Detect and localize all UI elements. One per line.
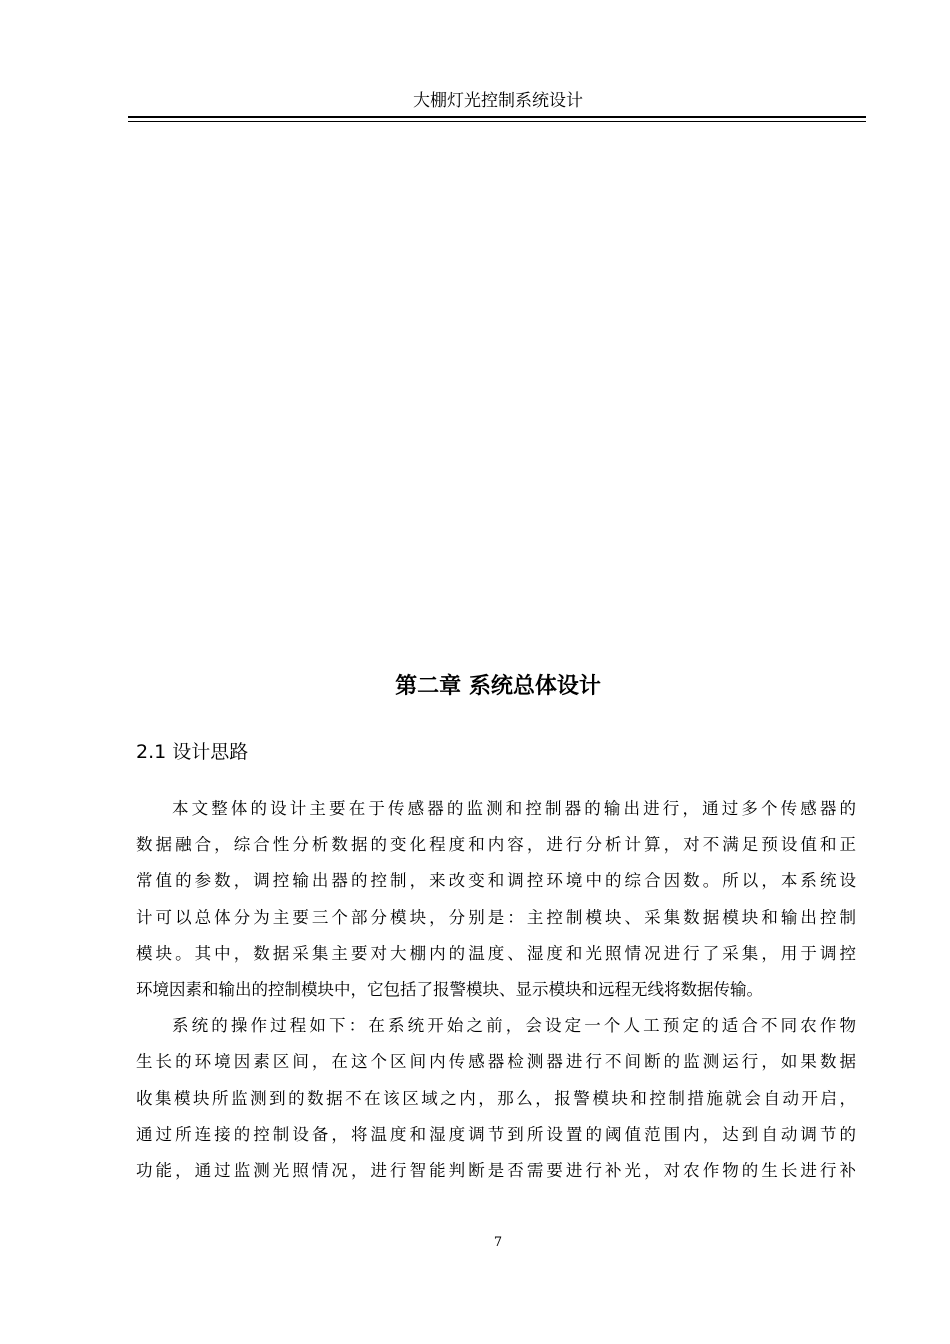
page-number: 7 (493, 1235, 503, 1250)
paragraph-1-line-5: 模块。其中，数据采集主要对大棚内的温度、湿度和光照情况进行了采集，用于调控 (136, 943, 856, 963)
paragraph-1-line-6: 环境因素和输出的控制模块中，它包括了报警模块、显示模块和远程无线将数据传输。 (136, 980, 763, 1000)
paragraph-2-line-2: 生长的环境因素区间，在这个区间内传感器检测器进行不间断的监测运行，如果数据 (136, 1052, 856, 1072)
header-rule-thick (128, 116, 866, 118)
paragraph-1-line-3: 常值的参数，调控输出器的控制，来改变和调控环境中的综合因数。所以，本系统设 (136, 871, 856, 891)
header-rule-thin (128, 121, 866, 122)
paragraph-1-line-2: 数据融合，综合性分析数据的变化程度和内容，进行分析计算，对不满足预设值和正 (136, 835, 856, 855)
paragraph-2-line-4: 通过所连接的控制设备，将温度和湿度调节到所设置的阈值范围内，达到自动调节的 (136, 1124, 856, 1144)
paragraph-1-line-4: 计可以总体分为主要三个部分模块，分别是：主控制模块、采集数据模块和输出控制 (136, 907, 856, 927)
paragraph-1-line-1: 本文整体的设计主要在于传感器的监测和控制器的输出进行，通过多个传感器的 (172, 799, 856, 818)
chapter-title: 第二章 系统总体设计 (395, 674, 601, 699)
paragraph-2-line-1: 系统的操作过程如下：在系统开始之前，会设定一个人工预定的适合不同农作物 (172, 1016, 856, 1036)
section-title: 2.1 设计思路 (136, 741, 249, 763)
paragraph-2-line-5: 功能，通过监测光照情况，进行智能判断是否需要进行补光，对农作物的生长进行补 (136, 1161, 856, 1181)
paragraph-2-line-3: 收集模块所监测到的数据不在该区域之内，那么，报警模块和控制措施就会自动开启， (136, 1088, 856, 1108)
running-header-title: 大棚灯光控制系统设计 (413, 91, 583, 111)
body-text (136, 791, 856, 1189)
